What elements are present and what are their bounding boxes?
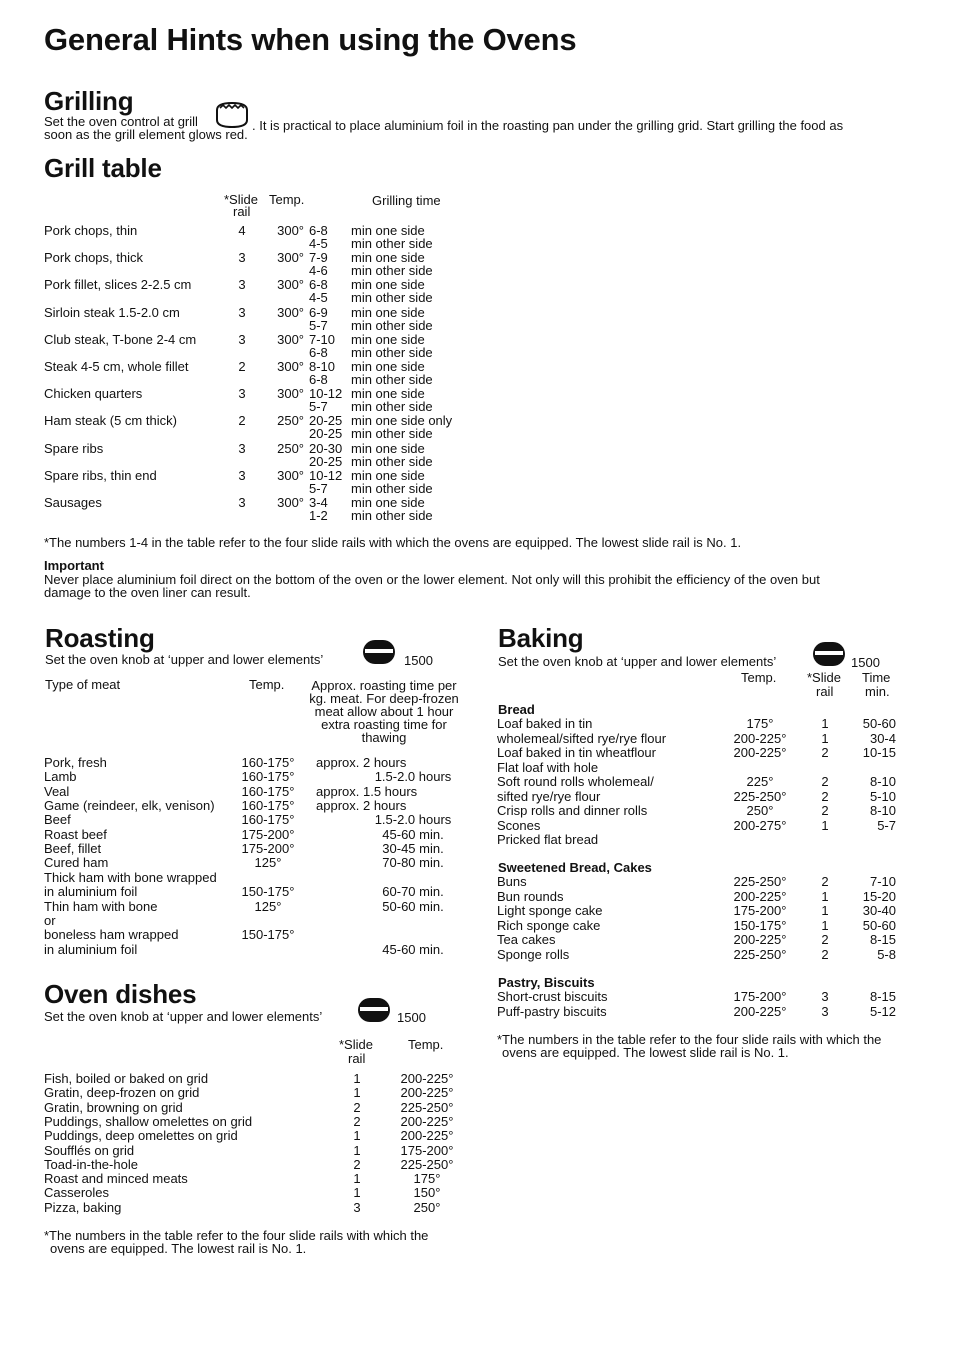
baking-header-rail: rail bbox=[816, 684, 834, 699]
grill-row-desc-2: min other side bbox=[351, 236, 433, 251]
baking-row-rail: 3 bbox=[821, 1004, 829, 1019]
grill-row-temp: 300° bbox=[277, 386, 304, 401]
baking-row-time: 50-60 bbox=[862, 716, 896, 731]
baking-heading: Baking bbox=[498, 623, 584, 653]
grill-header-slide: *Slide bbox=[224, 192, 258, 207]
grill-row-time-2: 4-5 bbox=[309, 290, 328, 305]
baking-row-item: Light sponge cake bbox=[497, 903, 603, 918]
grilling-text-rest: . It is practical to place aluminium foil in the roasting pan under the grilling grid. Start grilling the food as bbox=[252, 118, 844, 133]
baking-row-temp: 225-250° bbox=[733, 789, 787, 804]
roasting-row-temp: 125° bbox=[254, 899, 282, 914]
roasting-watt: 1500 bbox=[404, 653, 433, 668]
grill-header-time: Grilling time bbox=[372, 193, 441, 208]
roasting-row-item: Roast beef bbox=[44, 827, 107, 842]
grill-footnote: *The numbers 1-4 in the table refer to the four slide rails with which the ovens are equipped. The lowest slide rail is No. 1. bbox=[44, 535, 742, 550]
roasting-row-item: Thin ham with bone bbox=[44, 899, 158, 914]
baking-row-rail: 2 bbox=[821, 789, 829, 804]
baking-row-temp: 200-225° bbox=[733, 1004, 787, 1019]
baking-row-rail: 2 bbox=[821, 932, 829, 947]
oven-dish-row-item: Fish, boiled or baked on grid bbox=[44, 1071, 209, 1086]
grill-row-item: Pork chops, thick bbox=[44, 250, 143, 265]
baking-row-item: Loaf baked in tin bbox=[497, 716, 593, 731]
roasting-row-temp: 150-175° bbox=[241, 927, 295, 942]
grill-table-heading: Grill table bbox=[44, 153, 162, 183]
oven-header-rail: rail bbox=[348, 1051, 366, 1066]
baking-row-time: 5-10 bbox=[869, 789, 896, 804]
roasting-row-temp: 175-200° bbox=[241, 827, 295, 842]
baking-row-rail: 2 bbox=[821, 774, 829, 789]
roasting-row-item: Cured ham bbox=[44, 855, 109, 870]
grill-row-item: Ham steak (5 cm thick) bbox=[44, 413, 177, 428]
baking-row-rail: 2 bbox=[821, 947, 829, 962]
roasting-row-temp: 160-175° bbox=[241, 798, 295, 813]
oven-dish-row-temp: 200-225° bbox=[400, 1071, 454, 1086]
grill-row-desc-1: min one side bbox=[351, 468, 425, 483]
baking-row-rail: 1 bbox=[821, 731, 829, 746]
grill-row-item: Spare ribs bbox=[44, 441, 104, 456]
oven-dish-row-rail: 1 bbox=[353, 1085, 361, 1100]
grilling-text-line2: soon as the grill element glows red. bbox=[44, 127, 248, 142]
baking-row-rail: 1 bbox=[821, 889, 829, 904]
grill-row-item: Club steak, T-bone 2-4 cm bbox=[44, 332, 197, 347]
baking-group-heading: Sweetened Bread, Cakes bbox=[498, 860, 652, 875]
grill-row-desc-1: min one side bbox=[351, 250, 425, 265]
oven-dish-row-item: Roast and minced meats bbox=[44, 1171, 188, 1186]
roasting-header-temp: Temp. bbox=[249, 677, 285, 692]
baking-row-temp: 175-200° bbox=[733, 903, 787, 918]
grill-row-rail: 4 bbox=[238, 223, 246, 238]
oven-dish-row-rail: 2 bbox=[353, 1114, 361, 1129]
baking-row-temp: 225-250° bbox=[733, 874, 787, 889]
grill-row-desc-2: min other side bbox=[351, 372, 433, 387]
baking-row-item: Buns bbox=[497, 874, 527, 889]
oven-dish-row-rail: 3 bbox=[353, 1200, 361, 1215]
grill-row-item: Steak 4-5 cm, whole fillet bbox=[44, 359, 189, 374]
baking-row-temp: 200-225° bbox=[733, 932, 787, 947]
roasting-row-temp: 125° bbox=[254, 855, 282, 870]
grill-row-time-1: 6-8 bbox=[309, 223, 328, 238]
roasting-row-time: approx. 1.5 hours bbox=[316, 784, 418, 799]
baking-row-temp: 200-225° bbox=[733, 731, 787, 746]
grill-row-time-1: 7-10 bbox=[309, 332, 336, 347]
grill-row-desc-2: min other side bbox=[351, 290, 433, 305]
roasting-row-temp: 160-175° bbox=[241, 784, 295, 799]
roasting-header-time-line: extra roasting time for bbox=[321, 717, 447, 732]
baking-row-item: Sponge rolls bbox=[497, 947, 570, 962]
grill-row-desc-1: min one side bbox=[351, 386, 425, 401]
oven-dish-row-temp: 175° bbox=[413, 1171, 441, 1186]
grill-row-temp: 250° bbox=[277, 413, 304, 428]
grill-row-time-2: 1-2 bbox=[309, 508, 328, 523]
oven-dishes-heading: Oven dishes bbox=[44, 979, 197, 1009]
grill-row-desc-2: min other side bbox=[351, 454, 433, 469]
roasting-row-item: Beef bbox=[44, 812, 71, 827]
baking-row-temp: 225° bbox=[746, 774, 774, 789]
page-title: General Hints when using the Ovens bbox=[44, 22, 577, 57]
roasting-row-time: approx. 2 hours bbox=[316, 798, 407, 813]
grill-row-time-2: 6-8 bbox=[309, 345, 328, 360]
roasting-row-time: 70-80 min. bbox=[382, 855, 444, 870]
grill-header-temp: Temp. bbox=[269, 192, 305, 207]
grill-row-item: Spare ribs, thin end bbox=[44, 468, 157, 483]
baking-row-temp: 200-225° bbox=[733, 889, 787, 904]
roasting-row-temp: 175-200° bbox=[241, 841, 295, 856]
baking-row-temp: 225-250° bbox=[733, 947, 787, 962]
roasting-row-item: Pork, fresh bbox=[44, 755, 107, 770]
oven-dish-row-rail: 1 bbox=[353, 1071, 361, 1086]
baking-row-time: 15-20 bbox=[862, 889, 896, 904]
grill-row-rail: 3 bbox=[238, 495, 246, 510]
baking-row-time: 5-12 bbox=[869, 1004, 896, 1019]
baking-row-temp: 200-275° bbox=[733, 818, 787, 833]
grill-row-rail: 3 bbox=[238, 250, 246, 265]
upper-lower-elements-icon bbox=[361, 638, 397, 666]
oven-dish-row-item: Gratin, browning on grid bbox=[44, 1100, 183, 1115]
oven-dish-row-temp: 175-200° bbox=[400, 1143, 454, 1158]
baking-row-time: 30-4 bbox=[869, 731, 896, 746]
oven-dish-row-rail: 1 bbox=[353, 1171, 361, 1186]
roasting-row-item: boneless ham wrapped bbox=[44, 927, 179, 942]
baking-row-item: Pricked flat bread bbox=[497, 832, 599, 847]
oven-dish-row-temp: 225-250° bbox=[400, 1100, 454, 1115]
grill-row-item: Sausages bbox=[44, 495, 102, 510]
grill-row-rail: 3 bbox=[238, 468, 246, 483]
baking-watt: 1500 bbox=[851, 655, 880, 670]
baking-row-item: Tea cakes bbox=[497, 932, 556, 947]
baking-row-rail: 1 bbox=[821, 716, 829, 731]
oven-dish-row-rail: 2 bbox=[353, 1100, 361, 1115]
grilling-heading: Grilling bbox=[44, 86, 134, 116]
roasting-row-item: Game (reindeer, elk, venison) bbox=[44, 798, 215, 813]
grilling-text-start: Set the oven control at grill bbox=[44, 114, 198, 129]
grill-row-rail: 3 bbox=[238, 305, 246, 320]
oven-footnote-2: ovens are equipped. The lowest rail is No. 1. bbox=[50, 1241, 307, 1256]
grill-row-rail: 3 bbox=[238, 332, 246, 347]
grill-row-time-2: 4-6 bbox=[309, 263, 328, 278]
roasting-row-item: Beef, fillet bbox=[44, 841, 102, 856]
roasting-row-item: in aluminium foil bbox=[44, 942, 138, 957]
grill-row-desc-1: min one side bbox=[351, 495, 425, 510]
baking-row-temp: 175° bbox=[746, 716, 774, 731]
oven-dish-row-rail: 2 bbox=[353, 1157, 361, 1172]
important-heading: Important bbox=[44, 558, 104, 573]
roasting-header-time-line: thawing bbox=[361, 730, 407, 745]
grill-header-rail: rail bbox=[233, 204, 251, 219]
grill-row-temp: 300° bbox=[277, 495, 304, 510]
oven-dish-row-rail: 1 bbox=[353, 1128, 361, 1143]
grill-row-temp: 300° bbox=[277, 223, 304, 238]
baking-group-heading: Bread bbox=[498, 702, 535, 717]
baking-row-time: 8-15 bbox=[869, 989, 896, 1004]
oven-dish-row-item: Soufflés on grid bbox=[44, 1143, 135, 1158]
grill-row-time-2: 5-7 bbox=[309, 318, 328, 333]
important-line1: Never place aluminium foil direct on the bottom of the oven or the lower element. Not only will this prohibit the efficiency of the oven but bbox=[44, 572, 820, 587]
roasting-row-time: 60-70 min. bbox=[382, 884, 444, 899]
upper-lower-elements-icon bbox=[811, 640, 847, 668]
oven-dish-row-temp: 150° bbox=[413, 1185, 441, 1200]
oven-dish-row-item: Casseroles bbox=[44, 1185, 110, 1200]
baking-row-time: 8-10 bbox=[869, 774, 896, 789]
grill-row-time-2: 4-5 bbox=[309, 236, 328, 251]
roasting-instruction: Set the oven knob at ‘upper and lower elements’ bbox=[45, 652, 324, 667]
grill-table bbox=[0, 0, 954, 530]
grill-row-desc-1: min one side bbox=[351, 441, 425, 456]
grill-row-time-1: 7-9 bbox=[309, 250, 328, 265]
oven-dish-row-item: Puddings, shallow omelettes on grid bbox=[44, 1114, 253, 1129]
grill-row-rail: 2 bbox=[238, 413, 246, 428]
grill-row-desc-1: min one side bbox=[351, 277, 425, 292]
grill-row-item: Pork fillet, slices 2-2.5 cm bbox=[44, 277, 192, 292]
roasting-row-time: 1.5-2.0 hours bbox=[374, 769, 452, 784]
roasting-row-time: 30-45 min. bbox=[382, 841, 444, 856]
oven-header-temp: Temp. bbox=[408, 1037, 444, 1052]
roasting-row-item: Veal bbox=[44, 784, 70, 799]
baking-row-rail: 2 bbox=[821, 803, 829, 818]
baking-row-item: Loaf baked in tin wheatflour bbox=[497, 745, 656, 760]
roasting-row-item: Thick ham with bone wrapped bbox=[44, 870, 217, 885]
baking-row-item: Puff-pastry biscuits bbox=[497, 1004, 607, 1019]
roasting-header-type: Type of meat bbox=[45, 677, 121, 692]
roasting-header-time-line: Approx. roasting time per bbox=[311, 678, 457, 693]
baking-row-item: wholemeal/sifted rye/rye flour bbox=[497, 731, 667, 746]
grill-row-time-1: 20-25 bbox=[309, 413, 343, 428]
grill-row-temp: 300° bbox=[277, 468, 304, 483]
roasting-row-time: approx. 2 hours bbox=[316, 755, 407, 770]
baking-row-time: 5-7 bbox=[877, 818, 896, 833]
grill-row-temp: 300° bbox=[277, 250, 304, 265]
grill-row-item: Pork chops, thin bbox=[44, 223, 138, 238]
grill-row-temp: 300° bbox=[277, 277, 304, 292]
grill-row-rail: 3 bbox=[238, 441, 246, 456]
grill-row-rail: 2 bbox=[238, 359, 246, 374]
roasting-row-time: 1.5-2.0 hours bbox=[374, 812, 452, 827]
roasting-row-time: 45-60 min. bbox=[382, 942, 444, 957]
grill-row-desc-2: min other side bbox=[351, 399, 433, 414]
grill-row-item: Chicken quarters bbox=[44, 386, 143, 401]
baking-header-temp: Temp. bbox=[741, 670, 777, 685]
roasting-row-time: 50-60 min. bbox=[382, 899, 444, 914]
oven-dish-row-temp: 200-225° bbox=[400, 1114, 454, 1129]
baking-row-time: 30-40 bbox=[862, 903, 896, 918]
oven-dish-row-rail: 1 bbox=[353, 1143, 361, 1158]
grill-row-time-2: 20-25 bbox=[309, 426, 343, 441]
baking-footnote-2: ovens are equipped. The lowest slide rail is No. 1. bbox=[502, 1045, 789, 1060]
grill-row-time-2: 20-25 bbox=[309, 454, 343, 469]
grill-row-time-1: 10-12 bbox=[309, 468, 343, 483]
grill-row-rail: 3 bbox=[238, 277, 246, 292]
grill-row-time-1: 20-30 bbox=[309, 441, 343, 456]
grill-row-desc-2: min other side bbox=[351, 345, 433, 360]
baking-row-rail: 1 bbox=[821, 818, 829, 833]
grill-row-desc-2: min other side bbox=[351, 508, 433, 523]
oven-dish-row-temp: 250° bbox=[413, 1200, 441, 1215]
baking-row-temp: 150-175° bbox=[733, 918, 787, 933]
roasting-header-time-line: meat allow about 1 hour bbox=[314, 704, 454, 719]
grill-row-rail: 3 bbox=[238, 386, 246, 401]
grill-row-time-1: 3-4 bbox=[309, 495, 328, 510]
roasting-row-temp: 160-175° bbox=[241, 755, 295, 770]
grill-row-desc-2: min other side bbox=[351, 481, 433, 496]
grill-row-time-2: 6-8 bbox=[309, 372, 328, 387]
oven-dish-row-rail: 1 bbox=[353, 1185, 361, 1200]
oven-dish-row-temp: 200-225° bbox=[400, 1128, 454, 1143]
baking-row-time: 5-8 bbox=[877, 947, 896, 962]
grill-row-time-2: 5-7 bbox=[309, 399, 328, 414]
baking-row-item: Bun rounds bbox=[497, 889, 564, 904]
grill-row-desc-1: min one side bbox=[351, 332, 425, 347]
baking-row-item: Soft round rolls wholemeal/ bbox=[497, 774, 654, 789]
grill-row-time-1: 10-12 bbox=[309, 386, 343, 401]
baking-group-heading: Pastry, Biscuits bbox=[498, 975, 595, 990]
grill-row-temp: 300° bbox=[277, 359, 304, 374]
roasting-heading: Roasting bbox=[45, 623, 155, 653]
oven-dish-row-item: Pizza, baking bbox=[44, 1200, 122, 1215]
baking-header-min: min. bbox=[865, 684, 890, 699]
grill-row-item: Sirloin steak 1.5-2.0 cm bbox=[44, 305, 180, 320]
grill-row-desc-1: min one side bbox=[351, 305, 425, 320]
baking-row-time: 10-15 bbox=[862, 745, 896, 760]
baking-row-temp: 250° bbox=[746, 803, 774, 818]
baking-row-time: 8-15 bbox=[869, 932, 896, 947]
roasting-header-time-line: kg. meat. For deep-frozen bbox=[309, 691, 459, 706]
grill-row-temp: 300° bbox=[277, 332, 304, 347]
grill-row-desc-2: min other side bbox=[351, 263, 433, 278]
grill-row-time-1: 8-10 bbox=[309, 359, 336, 374]
roasting-row-item: Lamb bbox=[44, 769, 77, 784]
roasting-row-temp: 160-175° bbox=[241, 812, 295, 827]
oven-dish-row-item: Gratin, deep-frozen on grid bbox=[44, 1085, 200, 1100]
oven-dishes-watt: 1500 bbox=[397, 1010, 426, 1025]
baking-row-rail: 1 bbox=[821, 903, 829, 918]
grill-row-desc-1: min one side bbox=[351, 359, 425, 374]
baking-row-item: Flat loaf with hole bbox=[497, 760, 599, 775]
baking-row-time: 8-10 bbox=[869, 803, 896, 818]
oven-dishes-instruction: Set the oven knob at ‘upper and lower elements’ bbox=[44, 1009, 323, 1024]
baking-row-rail: 2 bbox=[821, 874, 829, 889]
baking-row-rail: 3 bbox=[821, 989, 829, 1004]
baking-row-temp: 200-225° bbox=[733, 745, 787, 760]
oven-header-slide: *Slide bbox=[339, 1037, 373, 1052]
baking-instruction: Set the oven knob at ‘upper and lower elements’ bbox=[498, 654, 777, 669]
baking-row-item: sifted rye/rye flour bbox=[497, 789, 601, 804]
baking-header-slide: *Slide bbox=[807, 670, 841, 685]
baking-row-time: 7-10 bbox=[869, 874, 896, 889]
roasting-header-time bbox=[300, 679, 468, 744]
roasting-row-time: 45-60 min. bbox=[382, 827, 444, 842]
roasting-row-temp: 150-175° bbox=[241, 884, 295, 899]
oven-dish-row-temp: 200-225° bbox=[400, 1085, 454, 1100]
oven-dish-row-item: Toad-in-the-hole bbox=[44, 1157, 138, 1172]
baking-row-item: Scones bbox=[497, 818, 541, 833]
grill-row-desc-1: min one side only bbox=[351, 413, 453, 428]
grill-row-temp: 300° bbox=[277, 305, 304, 320]
oven-footnote-1: *The numbers in the table refer to the four slide rails with which the bbox=[44, 1228, 429, 1243]
baking-row-item: Short-crust biscuits bbox=[497, 989, 608, 1004]
roasting-row-temp: 160-175° bbox=[241, 769, 295, 784]
grill-row-time-1: 6-9 bbox=[309, 305, 328, 320]
grill-row-desc-2: min other side bbox=[351, 426, 433, 441]
roasting-row-item: or bbox=[44, 913, 56, 928]
baking-row-item: Rich sponge cake bbox=[497, 918, 601, 933]
grill-row-temp: 250° bbox=[277, 441, 304, 456]
upper-lower-elements-icon bbox=[356, 996, 392, 1024]
roasting-row-item: in aluminium foil bbox=[44, 884, 138, 899]
baking-row-item: Crisp rolls and dinner rolls bbox=[497, 803, 648, 818]
baking-row-rail: 1 bbox=[821, 918, 829, 933]
oven-dish-row-temp: 225-250° bbox=[400, 1157, 454, 1172]
important-line2: damage to the oven liner can result. bbox=[44, 585, 251, 600]
grill-row-desc-2: min other side bbox=[351, 318, 433, 333]
baking-footnote-1: *The numbers in the table refer to the four slide rails with which the bbox=[497, 1032, 882, 1047]
baking-header-time: Time bbox=[862, 670, 891, 685]
grill-row-time-2: 5-7 bbox=[309, 481, 328, 496]
baking-row-rail: 2 bbox=[821, 745, 829, 760]
baking-row-time: 50-60 bbox=[862, 918, 896, 933]
grill-row-time-1: 6-8 bbox=[309, 277, 328, 292]
baking-row-temp: 175-200° bbox=[733, 989, 787, 1004]
grill-row-desc-1: min one side bbox=[351, 223, 425, 238]
oven-dish-row-item: Puddings, deep omelettes on grid bbox=[44, 1128, 238, 1143]
